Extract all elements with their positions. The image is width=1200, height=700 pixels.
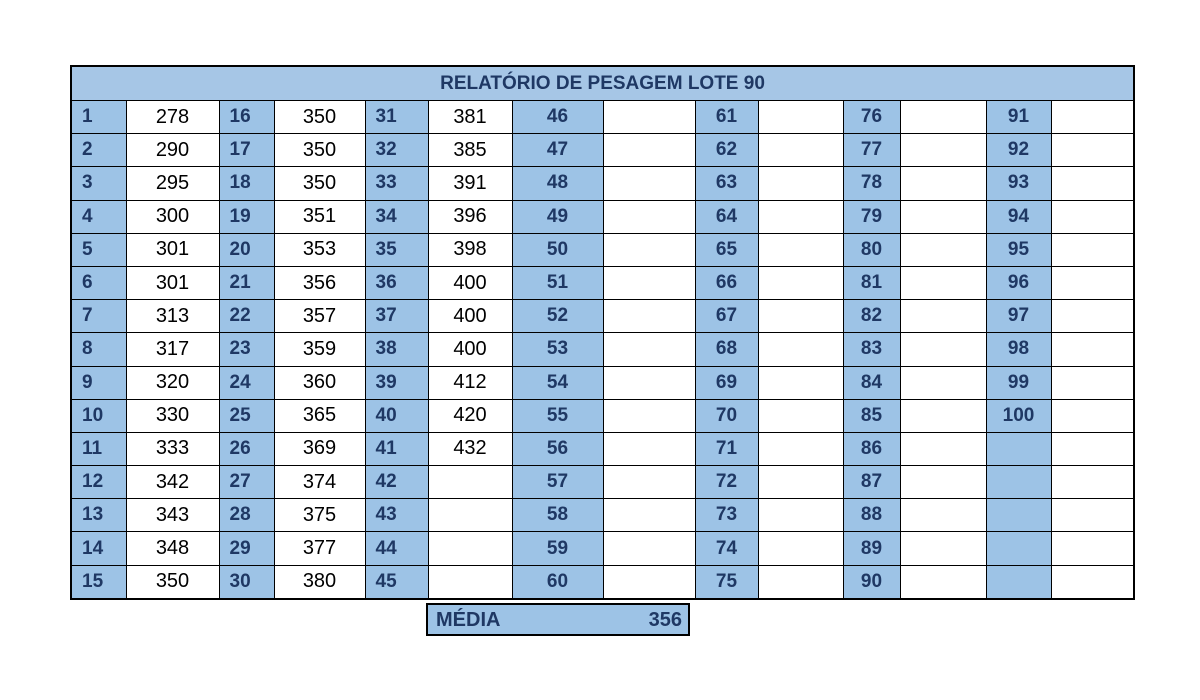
weight-cell: 381 (428, 101, 512, 134)
lot-number-cell: 47 (512, 134, 603, 167)
weight-cell (1051, 366, 1134, 399)
average-box (426, 603, 690, 636)
lot-number-cell: 9 (71, 366, 126, 399)
lot-number-cell: 48 (512, 167, 603, 200)
lot-number-cell: 60 (512, 565, 603, 599)
lot-number-cell: 71 (695, 432, 758, 465)
weight-cell: 343 (126, 499, 219, 532)
weight-cell: 290 (126, 134, 219, 167)
weight-cell: 330 (126, 399, 219, 432)
lot-number-cell: 11 (71, 432, 126, 465)
lot-number-cell: 84 (843, 366, 900, 399)
table-row (71, 532, 1134, 565)
weight-cell: 278 (126, 101, 219, 134)
lot-number-cell: 21 (219, 266, 274, 299)
lot-number-cell: 77 (843, 134, 900, 167)
weight-cell: 353 (274, 233, 365, 266)
table-row (71, 399, 1134, 432)
weight-cell (603, 167, 695, 200)
lot-number-cell: 76 (843, 101, 900, 134)
weight-cell (758, 134, 843, 167)
weight-cell (603, 200, 695, 233)
lot-number-cell: 98 (986, 333, 1051, 366)
lot-number-cell: 79 (843, 200, 900, 233)
weight-cell: 320 (126, 366, 219, 399)
lot-number-cell: 18 (219, 167, 274, 200)
lot-number-cell: 33 (365, 167, 428, 200)
table-row (71, 266, 1134, 299)
lot-number-cell: 12 (71, 466, 126, 499)
lot-number-cell: 59 (512, 532, 603, 565)
weight-cell (603, 101, 695, 134)
weight-cell (1051, 200, 1134, 233)
weighing-report-table (70, 65, 1135, 600)
weight-cell: 295 (126, 167, 219, 200)
lot-number-cell: 51 (512, 266, 603, 299)
weight-cell (758, 499, 843, 532)
table-row (71, 565, 1134, 599)
lot-number-cell: 97 (986, 300, 1051, 333)
report-title: RELATÓRIO DE PESAGEM LOTE 90 (71, 66, 1134, 101)
weight-cell (603, 233, 695, 266)
table-row (71, 233, 1134, 266)
lot-number-cell: 19 (219, 200, 274, 233)
weight-cell (1051, 565, 1134, 599)
lot-number-cell: 22 (219, 300, 274, 333)
weight-cell (603, 399, 695, 432)
lot-number-cell: 74 (695, 532, 758, 565)
table-row (71, 366, 1134, 399)
lot-number-cell: 88 (843, 499, 900, 532)
lot-number-cell: 49 (512, 200, 603, 233)
lot-number-cell: 54 (512, 366, 603, 399)
lot-number-cell: 3 (71, 167, 126, 200)
report-body (71, 101, 1134, 599)
table-row (71, 432, 1134, 465)
lot-number-cell: 34 (365, 200, 428, 233)
weight-cell (428, 532, 512, 565)
lot-number-cell: 35 (365, 233, 428, 266)
lot-number-cell: 43 (365, 499, 428, 532)
weight-cell: 333 (126, 432, 219, 465)
weight-cell (1051, 466, 1134, 499)
lot-number-cell: 6 (71, 266, 126, 299)
weight-cell (900, 101, 986, 134)
table-row (71, 333, 1134, 366)
lot-number-cell: 1 (71, 101, 126, 134)
weight-cell: 317 (126, 333, 219, 366)
lot-number-cell (986, 432, 1051, 465)
weight-cell (603, 366, 695, 399)
weight-cell (758, 532, 843, 565)
lot-number-cell: 40 (365, 399, 428, 432)
weight-cell (900, 466, 986, 499)
weight-cell (900, 300, 986, 333)
weight-cell: 369 (274, 432, 365, 465)
lot-number-cell: 23 (219, 333, 274, 366)
weight-cell: 365 (274, 399, 365, 432)
lot-number-cell: 73 (695, 499, 758, 532)
weight-cell: 313 (126, 300, 219, 333)
lot-number-cell: 16 (219, 101, 274, 134)
lot-number-cell: 46 (512, 101, 603, 134)
weight-cell: 396 (428, 200, 512, 233)
weight-cell (758, 300, 843, 333)
lot-number-cell: 90 (843, 565, 900, 599)
lot-number-cell: 91 (986, 101, 1051, 134)
lot-number-cell: 99 (986, 366, 1051, 399)
weight-cell (900, 266, 986, 299)
lot-number-cell: 45 (365, 565, 428, 599)
lot-number-cell: 96 (986, 266, 1051, 299)
lot-number-cell (986, 499, 1051, 532)
lot-number-cell: 24 (219, 366, 274, 399)
weight-cell (603, 333, 695, 366)
weight-cell (603, 499, 695, 532)
weight-cell (758, 466, 843, 499)
weight-cell: 432 (428, 432, 512, 465)
table-row (71, 300, 1134, 333)
weight-cell (900, 399, 986, 432)
table-row (71, 101, 1134, 134)
weight-cell: 350 (274, 167, 365, 200)
weight-cell (1051, 333, 1134, 366)
weight-cell (758, 333, 843, 366)
lot-number-cell: 70 (695, 399, 758, 432)
lot-number-cell: 4 (71, 200, 126, 233)
table-row (71, 466, 1134, 499)
weight-cell (900, 233, 986, 266)
weight-cell (900, 366, 986, 399)
weight-cell (1051, 167, 1134, 200)
weight-cell (1051, 532, 1134, 565)
weight-cell: 391 (428, 167, 512, 200)
lot-number-cell: 5 (71, 233, 126, 266)
table-row (71, 134, 1134, 167)
lot-number-cell: 68 (695, 333, 758, 366)
weight-cell: 301 (126, 266, 219, 299)
weight-cell (1051, 266, 1134, 299)
weight-cell (758, 101, 843, 134)
lot-number-cell: 55 (512, 399, 603, 432)
lot-number-cell (986, 532, 1051, 565)
weight-cell (428, 499, 512, 532)
lot-number-cell: 87 (843, 466, 900, 499)
weight-cell (603, 266, 695, 299)
weight-cell: 357 (274, 300, 365, 333)
weight-cell (603, 432, 695, 465)
lot-number-cell: 72 (695, 466, 758, 499)
weight-cell (900, 432, 986, 465)
lot-number-cell: 100 (986, 399, 1051, 432)
lot-number-cell: 69 (695, 366, 758, 399)
lot-number-cell (986, 565, 1051, 599)
lot-number-cell: 86 (843, 432, 900, 465)
lot-number-cell: 44 (365, 532, 428, 565)
lot-number-cell: 29 (219, 532, 274, 565)
lot-number-cell: 92 (986, 134, 1051, 167)
weight-cell (758, 432, 843, 465)
lot-number-cell: 82 (843, 300, 900, 333)
weight-cell (758, 366, 843, 399)
lot-number-cell: 32 (365, 134, 428, 167)
lot-number-cell: 36 (365, 266, 428, 299)
lot-number-cell: 15 (71, 565, 126, 599)
lot-number-cell: 62 (695, 134, 758, 167)
lot-number-cell: 37 (365, 300, 428, 333)
lot-number-cell: 83 (843, 333, 900, 366)
lot-number-cell (986, 466, 1051, 499)
table-row (71, 499, 1134, 532)
weight-cell: 375 (274, 499, 365, 532)
weight-cell (603, 300, 695, 333)
weight-cell (900, 565, 986, 599)
weight-cell (603, 532, 695, 565)
weight-cell (900, 200, 986, 233)
table-row (71, 167, 1134, 200)
weight-cell: 380 (274, 565, 365, 599)
weight-cell (758, 233, 843, 266)
weight-cell (1051, 101, 1134, 134)
lot-number-cell: 63 (695, 167, 758, 200)
weight-cell: 359 (274, 333, 365, 366)
weight-cell (900, 499, 986, 532)
lot-number-cell: 25 (219, 399, 274, 432)
weight-cell (900, 333, 986, 366)
average-label: MÉDIA (436, 609, 501, 631)
weight-cell (758, 565, 843, 599)
weight-cell: 342 (126, 466, 219, 499)
weight-cell: 385 (428, 134, 512, 167)
weight-cell (1051, 300, 1134, 333)
weight-cell: 374 (274, 466, 365, 499)
weight-cell (1051, 134, 1134, 167)
lot-number-cell: 85 (843, 399, 900, 432)
lot-number-cell: 53 (512, 333, 603, 366)
lot-number-cell: 58 (512, 499, 603, 532)
weight-cell (900, 134, 986, 167)
weight-cell (1051, 399, 1134, 432)
lot-number-cell: 28 (219, 499, 274, 532)
lot-number-cell: 66 (695, 266, 758, 299)
lot-number-cell: 78 (843, 167, 900, 200)
lot-number-cell: 38 (365, 333, 428, 366)
table-row (71, 200, 1134, 233)
lot-number-cell: 27 (219, 466, 274, 499)
lot-number-cell: 65 (695, 233, 758, 266)
lot-number-cell: 20 (219, 233, 274, 266)
lot-number-cell: 64 (695, 200, 758, 233)
weight-cell (758, 200, 843, 233)
lot-number-cell: 56 (512, 432, 603, 465)
weight-cell (758, 399, 843, 432)
lot-number-cell: 31 (365, 101, 428, 134)
lot-number-cell: 81 (843, 266, 900, 299)
lot-number-cell: 17 (219, 134, 274, 167)
lot-number-cell: 93 (986, 167, 1051, 200)
weight-cell (603, 134, 695, 167)
lot-number-cell: 75 (695, 565, 758, 599)
lot-number-cell: 41 (365, 432, 428, 465)
weight-cell (603, 565, 695, 599)
average-value: 356 (648, 609, 682, 631)
lot-number-cell: 57 (512, 466, 603, 499)
lot-number-cell: 26 (219, 432, 274, 465)
weight-cell: 420 (428, 399, 512, 432)
weight-cell: 360 (274, 366, 365, 399)
weight-cell (428, 466, 512, 499)
lot-number-cell: 50 (512, 233, 603, 266)
weight-cell (1051, 432, 1134, 465)
lot-number-cell: 42 (365, 466, 428, 499)
weight-cell (758, 266, 843, 299)
weight-cell: 412 (428, 366, 512, 399)
weight-cell: 400 (428, 266, 512, 299)
lot-number-cell: 67 (695, 300, 758, 333)
lot-number-cell: 14 (71, 532, 126, 565)
lot-number-cell: 7 (71, 300, 126, 333)
lot-number-cell: 52 (512, 300, 603, 333)
lot-number-cell: 39 (365, 366, 428, 399)
weight-cell (758, 167, 843, 200)
weight-cell: 400 (428, 333, 512, 366)
weight-cell: 301 (126, 233, 219, 266)
lot-number-cell: 2 (71, 134, 126, 167)
weight-cell: 351 (274, 200, 365, 233)
lot-number-cell: 89 (843, 532, 900, 565)
weight-cell (1051, 499, 1134, 532)
weight-cell: 377 (274, 532, 365, 565)
weight-cell: 348 (126, 532, 219, 565)
lot-number-cell: 10 (71, 399, 126, 432)
weight-cell: 350 (274, 101, 365, 134)
weight-cell: 350 (126, 565, 219, 599)
lot-number-cell: 61 (695, 101, 758, 134)
lot-number-cell: 80 (843, 233, 900, 266)
lot-number-cell: 95 (986, 233, 1051, 266)
weight-cell (900, 532, 986, 565)
lot-number-cell: 13 (71, 499, 126, 532)
lot-number-cell: 30 (219, 565, 274, 599)
weight-cell (603, 466, 695, 499)
weight-cell: 300 (126, 200, 219, 233)
weight-cell (1051, 233, 1134, 266)
weight-cell (900, 167, 986, 200)
weight-cell: 400 (428, 300, 512, 333)
report-title-row (71, 66, 1134, 101)
lot-number-cell: 8 (71, 333, 126, 366)
lot-number-cell: 94 (986, 200, 1051, 233)
weight-cell (428, 565, 512, 599)
weight-cell: 356 (274, 266, 365, 299)
weight-cell: 398 (428, 233, 512, 266)
weight-cell: 350 (274, 134, 365, 167)
